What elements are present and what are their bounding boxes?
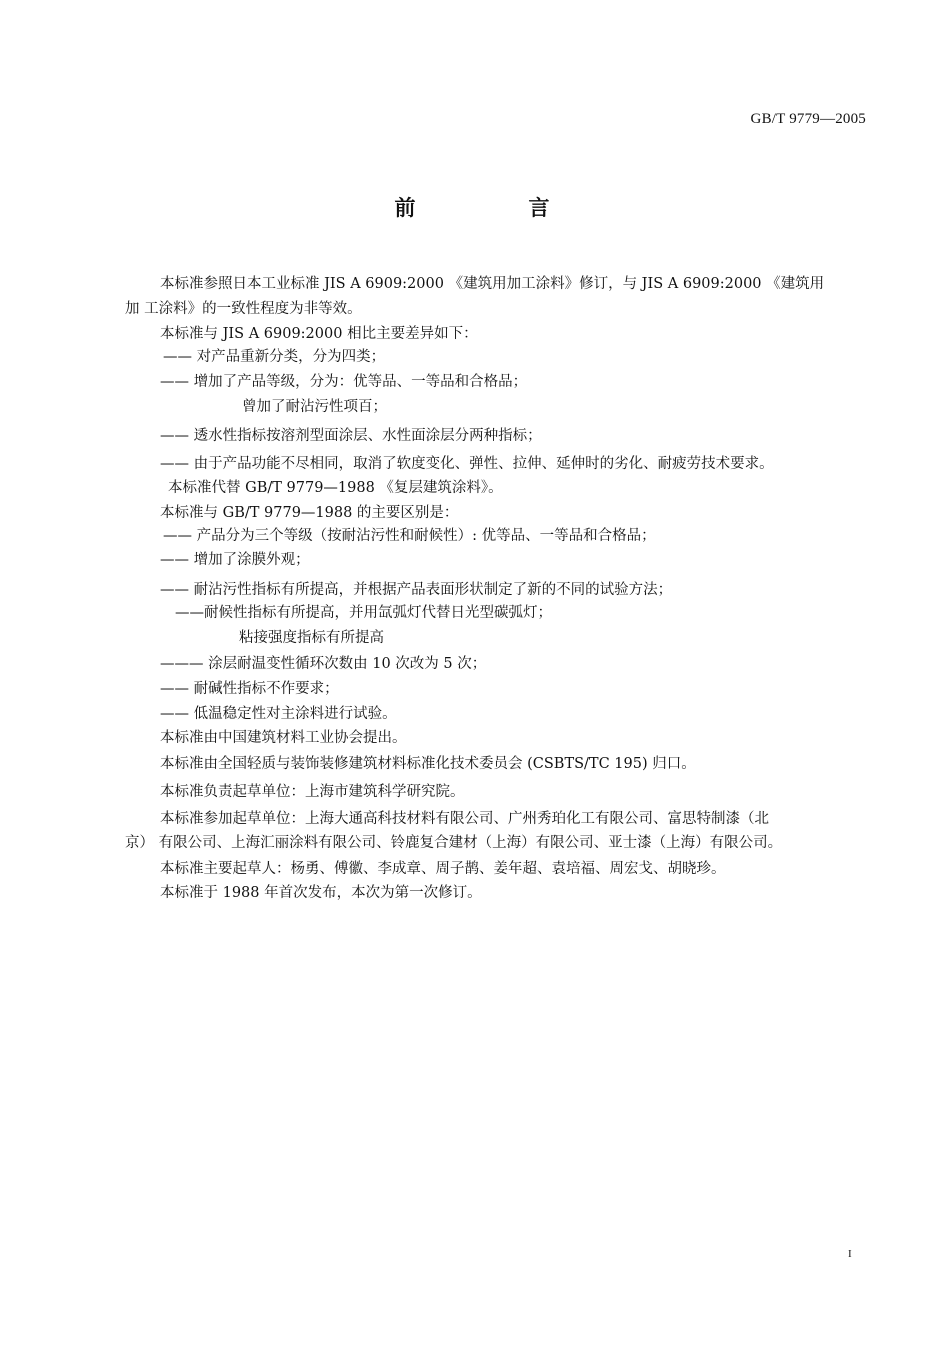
list-item: —— 由于产品功能不尽相同，取消了软度变化、弹性、拉伸、延伸时的劣化、耐疲劳技术要求。 — [160, 456, 774, 472]
list-item: 曾加了耐沾污性项百； — [242, 399, 387, 415]
paragraph-line: 本标准主要起草人：杨勇、傅徽、李成章、周子鹊、姜年超、袁培福、周宏戈、胡晓珍。 — [160, 861, 726, 877]
page-number: I — [848, 1248, 852, 1260]
list-item: ——— 涂层耐温变性循环次数由 10 次改为 5 次； — [160, 656, 487, 672]
list-item: —— 对产品重新分类，分为四类； — [163, 349, 386, 365]
paragraph-line: 本标准参照日本工业标准 JIS A 6909:2000 《建筑用加工涂料》修订，与 JIS A 6909:2000 《建筑用 — [160, 276, 825, 292]
list-item: —— 低温稳定性对主涂料进行试验。 — [160, 706, 397, 722]
list-item: —— 耐沾污性指标有所提高，并根据产品表面形状制定了新的不同的试验方法； — [160, 582, 673, 598]
paragraph-line: 本标准由中国建筑材料工业协会提出。 — [160, 730, 407, 746]
paragraph-line: 本标准与 JIS A 6909:2000 相比主要差异如下： — [160, 326, 478, 342]
list-item: ——耐候性指标有所提高，并用氙弧灯代替日光型碳弧灯； — [175, 605, 552, 621]
paragraph-line: 本标准负责起草单位：上海市建筑科学研究院。 — [160, 784, 465, 800]
list-item: —— 耐碱性指标不作要求； — [160, 681, 339, 697]
paragraph-line: 京） 有限公司、上海汇丽涂料有限公司、铃鹿复合建材（上海）有限公司、亚士漆（上海）有限公司。 — [125, 835, 783, 851]
paragraph-line: 本标准与 GB/T 9779—1988 的主要区别是： — [160, 505, 459, 521]
paragraph-line: 本标准参加起草单位：上海大通高科技材料有限公司、广州秀珀化工有限公司、富思特制漆（北 — [160, 811, 769, 827]
list-item: —— 增加了涂膜外观； — [160, 552, 310, 568]
list-item: —— 产品分为三个等级（按耐沾污性和耐候性）: 优等品、一等品和合格品； — [163, 528, 656, 544]
paragraph-line: 本标准代替 GB/T 9779—1988 《复层建筑涂料》。 — [168, 480, 503, 496]
list-item: —— 透水性指标按溶剂型面涂层、水性面涂层分两种指标； — [160, 428, 542, 444]
paragraph-line: 加 工涂料》的一致性程度为非等效。 — [125, 301, 362, 317]
list-item: —— 增加了产品等级，分为：优等品、一等品和合格品； — [160, 374, 528, 390]
list-item: 粘接强度指标有所提高 — [239, 630, 384, 646]
page-title: 前 言 — [394, 196, 596, 220]
paragraph-line: 本标准于 1988 年首次发布，本次为第一次修订。 — [160, 885, 482, 901]
paragraph-line: 本标准由全国轻质与装饰装修建筑材料标准化技术委员会 (CSBTS/TC 195) 归口。 — [160, 756, 696, 772]
standard-code: GB/T 9779—2005 — [750, 111, 866, 127]
